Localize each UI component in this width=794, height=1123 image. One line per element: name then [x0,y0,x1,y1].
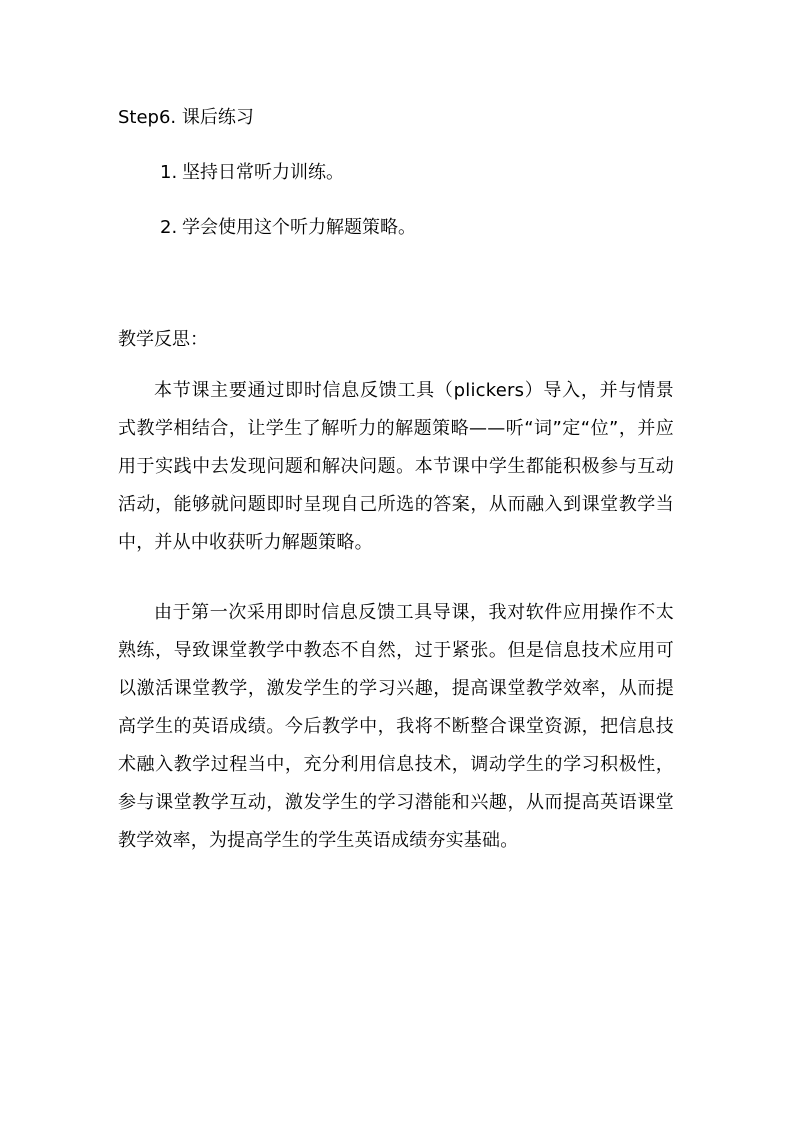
list-item-text: 学会使用这个听力解题策略。 [182,217,416,238]
list-item-number: 1. [160,162,178,183]
section-heading: Step6. 课后练习 [118,107,254,128]
list-item-number: 2. [160,217,178,238]
reflection-paragraph: 由于第一次采用即时信息反馈工具导课，我对软件应用操作不太熟练，导致课堂教学中教态不自然，过于紧张。但是信息技术应用可以激活课堂教学，激发学生的学习兴趣，提高课堂教学效率，从而提高学生的英语成绩。今后教学中，我将不断整合课堂资源，把信息技术融入教学过程当中，充分利用信息技术，调动学生的学习积极性，参与课堂教学互动，激发学生的学习潜能和兴趣，从而提高英语课堂教学效率，为提高学生的学生英语成绩夯实基础。 [118,602,674,851]
list-item-text: 坚持日常听力训练。 [182,162,344,183]
list-item [160,161,344,185]
list-item [160,216,416,240]
reflection-title: 教学反思： [118,329,208,350]
reflection-paragraph: 本节课主要通过即时信息反馈工具（plickers）导入，并与情景式教学相结合，让学生了解听力的解题策略——听“词”定“位”，并应用于实践中去发现问题和解决问题。本节课中学生都能积极参与互动活动，能够就问题即时呈现自己所选的答案，从而融入到课堂教学当中，并从中收获听力解题策略。 [118,380,674,553]
